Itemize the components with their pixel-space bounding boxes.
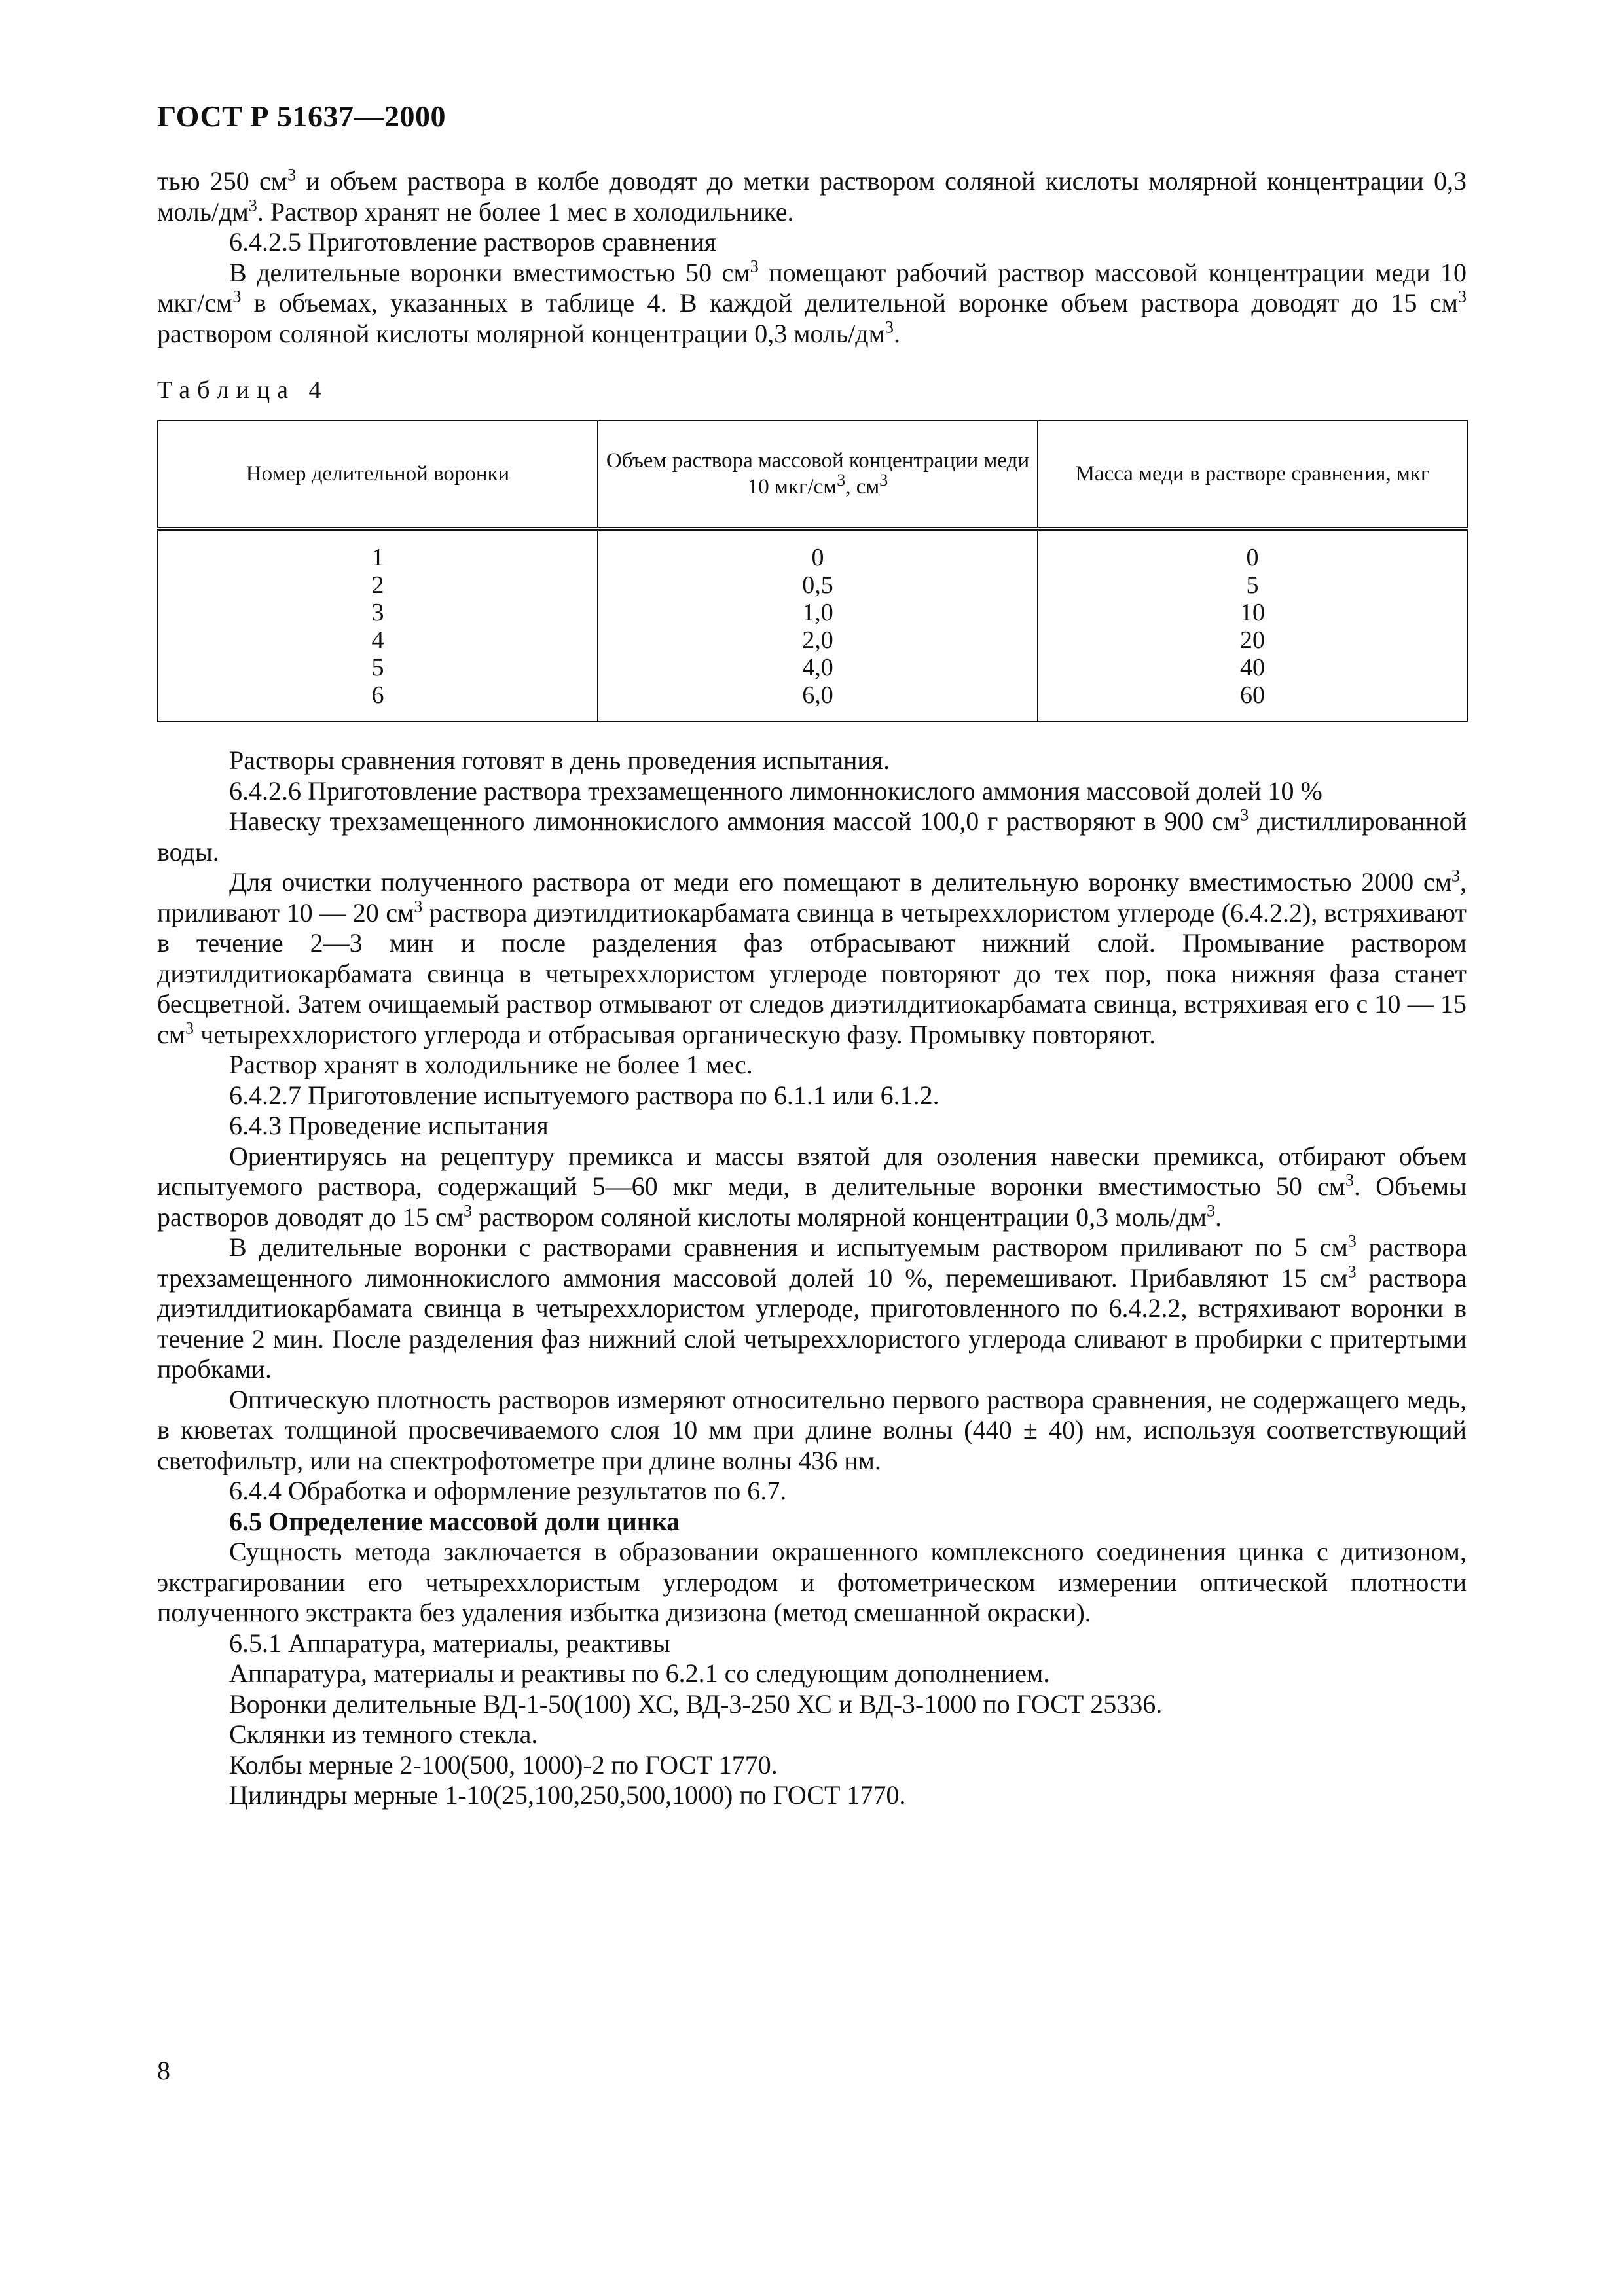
text-run: , см <box>845 475 880 499</box>
text-run: раствором соляной кислоты молярной концентрации 0,3 моль/дм <box>471 1202 1207 1232</box>
table-cell-value: 10 <box>1240 599 1265 626</box>
paragraph <box>157 867 1467 1050</box>
table-header-cell: Масса меди в растворе сравнения, мкг <box>1038 420 1467 529</box>
text-run: раствором соляной кислоты молярной концентрации 0,3 моль/дм <box>157 318 885 348</box>
table-cell-value: 40 <box>1240 654 1265 681</box>
text-run: четыреххлористого углерода и отбрасывая органическую фазу. Промывку повторяют. <box>194 1019 1156 1049</box>
paragraph: Воронки делительные ВД-1-50(100) ХС, ВД-3-250 ХС и ВД-3-1000 по ГОСТ 25336. <box>229 1689 1163 1719</box>
superscript: 3 <box>1451 866 1460 886</box>
table-row <box>158 529 1467 721</box>
table-cell-value: 5 <box>371 654 384 681</box>
superscript: 3 <box>414 897 423 916</box>
text-run: и объем раствора в колбе доводят до метки раствором соляной кислоты молярной концентрации 0,3 моль/дм <box>157 166 1467 226</box>
text-run: . Раствор хранят не более 1 мес в холодильнике. <box>257 196 794 226</box>
table-cell-value: 4,0 <box>802 654 833 681</box>
table-cell-value: 6 <box>371 681 384 709</box>
paragraph <box>157 806 1467 867</box>
section-heading-6-5-1: 6.5.1 Аппаратура, материалы, реактивы <box>229 1628 670 1658</box>
superscript: 3 <box>1347 1262 1357 1282</box>
document-header: ГОСТ Р 51637—2000 <box>157 99 446 133</box>
text-run: В делительные воронки с растворами сравнения и испытуемым раствором приливают по 5 см <box>229 1232 1348 1262</box>
text-run: тью 250 см <box>157 166 288 196</box>
text-run: раствора диэтилдитиокарбамата свинца в четыреххлористом углероде, приготовленного по 6.4.2.2, встряхивают воронки в течение 2 мин. После разделения фаз нижний слой четыреххлористого углерода сливают в пробирки с притертыми пробками. <box>157 1263 1467 1384</box>
superscript: 3 <box>1206 1201 1215 1221</box>
table-cell-value: 3 <box>371 599 384 626</box>
superscript: 3 <box>248 196 257 215</box>
table-cell-value: 0 <box>811 544 824 571</box>
paragraph: Склянки из темного стекла. <box>229 1719 538 1749</box>
superscript: 3 <box>750 257 759 276</box>
table-cell-value: 0,5 <box>802 571 833 599</box>
superscript: 3 <box>1240 805 1249 825</box>
table-header-cell: Номер делительной воронки <box>158 420 598 529</box>
text-run: в объемах, указанных в таблице 4. В каждой делительной воронке объем раствора доводят до 15 см <box>241 288 1458 317</box>
table-cell-value: 6,0 <box>802 681 833 709</box>
superscript: 3 <box>232 287 242 306</box>
section-heading-6-4-2-6: 6.4.2.6 Приготовление раствора трехзамещенного лимоннокислого аммония массовой долей 10 % <box>229 776 1322 806</box>
paragraph <box>157 1141 1467 1233</box>
table-cell-value: 60 <box>1240 681 1265 709</box>
superscript: 3 <box>1347 1231 1357 1251</box>
paragraph: Растворы сравнения готовят в день проведения испытания. <box>229 745 890 775</box>
table-cell-value: 5 <box>1246 571 1259 599</box>
table-cell-value: 2 <box>371 571 384 599</box>
paragraph: Оптическую плотность растворов измеряют относительно первого раствора сравнения, не содержащего медь, в кюветах толщиной просвечиваемого слоя 10 мм при длине волны (440 ± 40) нм, используя соответствующий светофильтр, или на спектрофотометре при длине волны 436 нм. <box>157 1384 1467 1475</box>
document-page <box>157 98 1467 1811</box>
superscript: 3 <box>1458 287 1467 306</box>
paragraph: Аппаратура, материалы и реактивы по 6.2.1 со следующим дополнением. <box>229 1659 1050 1688</box>
table-cell-value: 0 <box>1246 544 1259 571</box>
paragraph: Цилиндры мерные 1-10(25,100,250,500,1000) по ГОСТ 1770. <box>229 1780 906 1810</box>
text-run: помещают рабочий раствор массовой концентрации меди 10 мкг/см <box>157 257 1467 317</box>
paragraph: Раствор хранят в холодильнике не более 1 мес. <box>229 1050 753 1079</box>
text-run: Объем раствора массовой концентрации меди 10 мкг/см <box>606 449 1030 499</box>
superscript: 3 <box>463 1201 472 1221</box>
table-header-row <box>158 420 1467 529</box>
table-4 <box>157 420 1468 722</box>
text-run: . Объемы растворов доводят до 15 см <box>157 1172 1467 1232</box>
superscript: 3 <box>1345 1170 1355 1190</box>
page-number: 8 <box>157 2056 170 2085</box>
text-run: Ориентируясь на рецептуру премикса и массы взятой для озоления навески премикса, отбирают объем испытуемого раствора, содержащий 5—60 мкг меди, в делительные воронки вместимостью 50 см <box>157 1141 1467 1201</box>
text-run: , приливают 10 — 20 см <box>157 867 1467 927</box>
table-caption: Таблица 4 <box>157 376 329 404</box>
paragraph <box>157 258 1467 350</box>
text-run: . <box>1214 1202 1222 1232</box>
table-cell-value: 1 <box>371 544 384 571</box>
text-run: дистиллированной воды. <box>157 806 1467 867</box>
table-cell-funnel-number <box>158 529 598 721</box>
section-heading-6-4-2-5: 6.4.2.5 Приготовление растворов сравнения <box>229 227 717 257</box>
superscript: 3 <box>287 165 297 185</box>
superscript: 3 <box>884 317 894 337</box>
table-cell-value: 20 <box>1240 626 1265 654</box>
paragraph: Колбы мерные 2-100(500, 1000)-2 по ГОСТ 1770. <box>229 1749 778 1780</box>
text-run: Навеску трехзамещенного лимоннокислого аммония массой 100,0 г растворяют в 900 см <box>229 806 1241 836</box>
text-run: Для очистки полученного раствора от меди его помещают в делительную воронку вместимостью 2000 см <box>229 867 1451 897</box>
table-header-cell <box>598 420 1038 529</box>
table-cell-volume <box>598 529 1038 721</box>
text-run: . <box>893 318 900 348</box>
text-run: раствора диэтилдитиокарбамата свинца в четыреххлористом углероде (6.4.2.2), встряхивают в течение 2—3 мин и после разделения фаз отбрасывают нижний слой. Промывание раствором диэтилдитиокарбамата свинца в четыреххлористом углероде повторяют до тех пор, пока нижняя фаза станет бесцветной. Затем очищаемый раствор отмывают от следов диэтилдитиокарбамата свинца, встряхивая его с 10 — 15 см <box>157 897 1467 1049</box>
text-run: раствора трехзамещенного лимоннокислого аммония массовой долей 10 %, перемешивают. Прибавляют 15 см <box>157 1232 1467 1293</box>
section-heading-6-4-4: 6.4.4 Обработка и оформление результатов по 6.7. <box>229 1476 787 1505</box>
paragraph <box>157 1232 1467 1385</box>
table-cell-value: 1,0 <box>802 599 833 626</box>
table-cell-copper-mass <box>1038 529 1467 721</box>
superscript: 3 <box>837 471 846 490</box>
section-heading-6-5: 6.5 Определение массовой доли цинка <box>229 1506 680 1536</box>
superscript: 3 <box>879 471 888 490</box>
table-cell-value: 4 <box>371 626 384 654</box>
text-run: В делительные воронки вместимостью 50 см <box>229 257 750 287</box>
section-heading-6-4-3: 6.4.3 Проведение испытания <box>229 1111 549 1140</box>
paragraph <box>157 166 1467 227</box>
section-heading-6-4-2-7: 6.4.2.7 Приготовление испытуемого раствора по 6.1.1 или 6.1.2. <box>229 1080 939 1110</box>
table-cell-value: 2,0 <box>802 626 833 654</box>
paragraph: Сущность метода заключается в образовании окрашенного комплексного соединения цинка с дитизоном, экстрагировании его четыреххлористым углеродом и фотометрическом измерении оптической плотности полученного экстракта без удаления избытка дизизона (метод смешанной окраски). <box>157 1537 1467 1627</box>
superscript: 3 <box>185 1018 194 1038</box>
